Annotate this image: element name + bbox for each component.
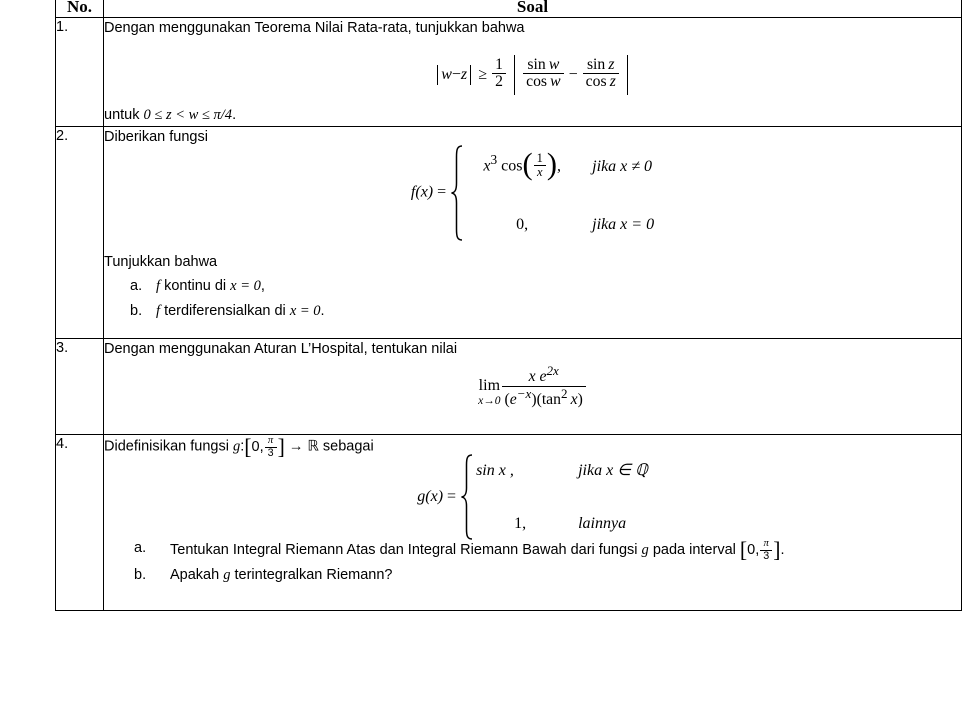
case-condition [564, 459, 648, 482]
relation-geq: ≥ [478, 65, 488, 83]
intro-suffix: sebagai [318, 438, 374, 455]
domain-interval [244, 435, 285, 459]
question-number: 3. [56, 339, 104, 435]
var-w-lhs: w [441, 65, 452, 83]
exponent: 2x [546, 363, 559, 379]
exp-base: e [509, 391, 517, 409]
question-2-after: Tunjukkan bahwa [104, 253, 218, 270]
question-1-outro [104, 105, 961, 126]
condition-text: lainnya [578, 515, 627, 533]
case-condition [578, 155, 652, 178]
item-tail: , [260, 278, 265, 294]
function-name-g: g [641, 542, 649, 559]
cos-label: cos [585, 73, 607, 91]
table-header [56, 0, 962, 17]
case-row-1 [466, 147, 654, 182]
function-name-g: g [417, 487, 426, 505]
var: z [609, 73, 616, 91]
item-label: a. [130, 278, 143, 294]
spacer [104, 236, 961, 252]
cos-label: cos [526, 73, 548, 91]
function-name-g: g [223, 567, 231, 584]
table-row [56, 127, 962, 339]
item-text-pre: Tentukan Integral Riemann Atas dan Integral Riemann Bawah dari fungsi [170, 542, 642, 559]
question-4-intro [104, 435, 961, 459]
fraction-pi-over-3 [265, 435, 277, 459]
case-value [476, 512, 564, 535]
table-row [56, 339, 962, 435]
var: w [550, 73, 561, 91]
question-number: 2. [56, 127, 104, 339]
case-rows [476, 459, 648, 535]
item-math: x = 0 [230, 278, 261, 294]
var-x: x [536, 164, 543, 179]
sin-label: sin [586, 55, 606, 73]
limit-label: lim [478, 377, 501, 395]
var: w [548, 55, 560, 73]
intro-prefix: Didefinisikan fungsi [104, 438, 233, 455]
one-value: 1, [514, 515, 527, 533]
function-name-g: g [232, 438, 241, 455]
case-condition [564, 512, 626, 535]
numerator: 1 [495, 55, 503, 73]
left-brace [450, 145, 464, 241]
case-row-2 [476, 512, 648, 535]
question-content [104, 435, 962, 611]
abs-bar-close [470, 65, 471, 85]
piecewise-cases [450, 147, 655, 236]
abs-bar-close-2 [627, 55, 628, 96]
exam-questions-table [55, 0, 962, 611]
var-z-lhs: z [460, 65, 468, 83]
question-2-intro: Diberikan fungsi [104, 129, 208, 146]
case-condition [578, 213, 654, 236]
table-header-row [56, 0, 962, 17]
item-text-post: . [780, 542, 785, 559]
case-value [476, 459, 564, 482]
denominator [523, 73, 564, 90]
question-1-equation [104, 55, 961, 96]
case-rows [466, 147, 655, 236]
outro-period: . [232, 107, 237, 124]
sin-x-value: sin x , [476, 461, 514, 479]
bracket-close: ] [277, 435, 285, 460]
condition-text: jika x = 0 [592, 215, 655, 233]
case-value [466, 213, 578, 236]
question-content [104, 127, 962, 339]
column-header-soal: Soal [104, 0, 962, 17]
limit-subscript [478, 395, 500, 407]
condition-text: jika x ≠ 0 [592, 157, 653, 175]
numerator [760, 538, 772, 549]
abs-bar-open-2 [514, 55, 515, 96]
numerator [502, 364, 586, 386]
function-name-f: f [410, 183, 416, 201]
fraction-pi-over-3 [760, 538, 772, 562]
numerator [265, 435, 277, 446]
question-4-sublist [104, 538, 961, 587]
item-text-mid: pada interval [648, 542, 740, 559]
item-text-pre: Apakah [170, 567, 224, 584]
item-label: b. [134, 567, 147, 584]
bracket-open: [ [244, 435, 252, 460]
function-arg: (x) [425, 487, 444, 505]
exponent: 3 [490, 152, 498, 168]
left-brace [460, 454, 474, 540]
equals-sign: = [437, 183, 447, 201]
question-2-equation [104, 147, 961, 236]
denominator [502, 386, 586, 409]
cos-label: cos [501, 157, 523, 175]
function-arg: (x) [415, 183, 434, 201]
table-body [56, 17, 962, 611]
fraction-one-half [492, 57, 506, 91]
condition-text: jika x ∈ ℚ [578, 461, 648, 479]
paren-close: ) [546, 147, 557, 182]
paren-open: ( [504, 391, 510, 409]
minus-inner: − [568, 65, 578, 83]
fraction-tan-z [583, 57, 619, 91]
limit-approach: x→0 [478, 394, 501, 407]
case-row-1 [476, 459, 648, 482]
question-4-equation [104, 459, 961, 535]
table-row [56, 435, 962, 611]
interval-notation [740, 538, 781, 562]
sin-label: sin [527, 55, 546, 73]
paren-mid: )( [531, 391, 542, 409]
item-label: a. [134, 540, 147, 557]
arrow-symbol: → [288, 438, 304, 455]
question-1-intro: Dengan menggunakan Teorema Nilai Rata-rata, tunjukkan bahwa [104, 19, 525, 36]
var-x: x [570, 391, 578, 409]
pi-symbol: π [267, 434, 274, 447]
item-text: kontinu di [164, 278, 231, 294]
limit-operator [478, 378, 500, 407]
case-spacer [466, 179, 654, 213]
equals-sign: = [447, 487, 457, 505]
list-item [130, 301, 961, 323]
fraction-tan-w [523, 57, 564, 91]
function-name-f: f [156, 278, 161, 294]
denominator [583, 73, 619, 90]
var-x: x [528, 368, 536, 386]
list-item [134, 565, 961, 587]
interval-start: 0, [747, 542, 760, 559]
comma: , [556, 157, 561, 175]
numerator: 1 [536, 150, 543, 165]
numerator [523, 57, 564, 73]
table-row [56, 17, 962, 127]
question-2-sublist [104, 276, 961, 323]
list-item [130, 276, 961, 298]
list-item [134, 537, 961, 562]
case-row-2 [466, 213, 654, 236]
denominator: 3 [265, 447, 277, 459]
column-header-no: No. [56, 0, 104, 17]
item-tail: . [320, 302, 325, 319]
bracket-close: ] [773, 537, 781, 562]
bracket-open: [ [739, 537, 748, 562]
paren-close: ) [577, 391, 583, 409]
denominator: 2 [492, 73, 506, 90]
abs-bar-open [437, 65, 438, 85]
question-number: 4. [56, 435, 104, 611]
outro-prefix: untuk [104, 107, 144, 124]
question-3-intro: Dengan menggunakan Aturan L’Hospital, tentukan nilai [104, 341, 458, 358]
case-value [466, 147, 578, 182]
case-spacer [476, 482, 648, 512]
interval-start: 0, [251, 439, 264, 456]
function-name-f: f [156, 302, 161, 319]
denominator [534, 165, 546, 179]
pi-symbol: π [763, 537, 769, 550]
item-text-post: terintegralkan Riemann? [230, 567, 393, 584]
colon: : [240, 438, 245, 455]
item-label: b. [130, 302, 143, 319]
item-math: x = 0 [289, 302, 321, 319]
exponent: 2 [560, 386, 568, 402]
denominator: 3 [760, 550, 772, 562]
zero-value: 0, [516, 215, 529, 233]
paren-open: ( [522, 147, 533, 182]
exp-base: e [539, 368, 547, 386]
var-x: x [483, 157, 491, 175]
question-3-equation [104, 364, 961, 408]
codomain-symbol: ℝ [307, 438, 319, 455]
outro-condition: 0 ≤ z < w ≤ π/4 [143, 107, 233, 124]
fraction-one-over-x [534, 152, 546, 179]
tan-label: tan [541, 391, 561, 409]
minus-lhs: − [451, 65, 461, 83]
var: z [608, 55, 615, 73]
question-content [104, 17, 962, 127]
question-number: 1. [56, 17, 104, 127]
item-text: terdiferensialkan di [164, 302, 290, 319]
piecewise-cases [460, 459, 648, 535]
numerator [583, 57, 619, 73]
exponent: −x [516, 386, 532, 402]
question-content [104, 339, 962, 435]
limit-fraction [502, 364, 586, 408]
